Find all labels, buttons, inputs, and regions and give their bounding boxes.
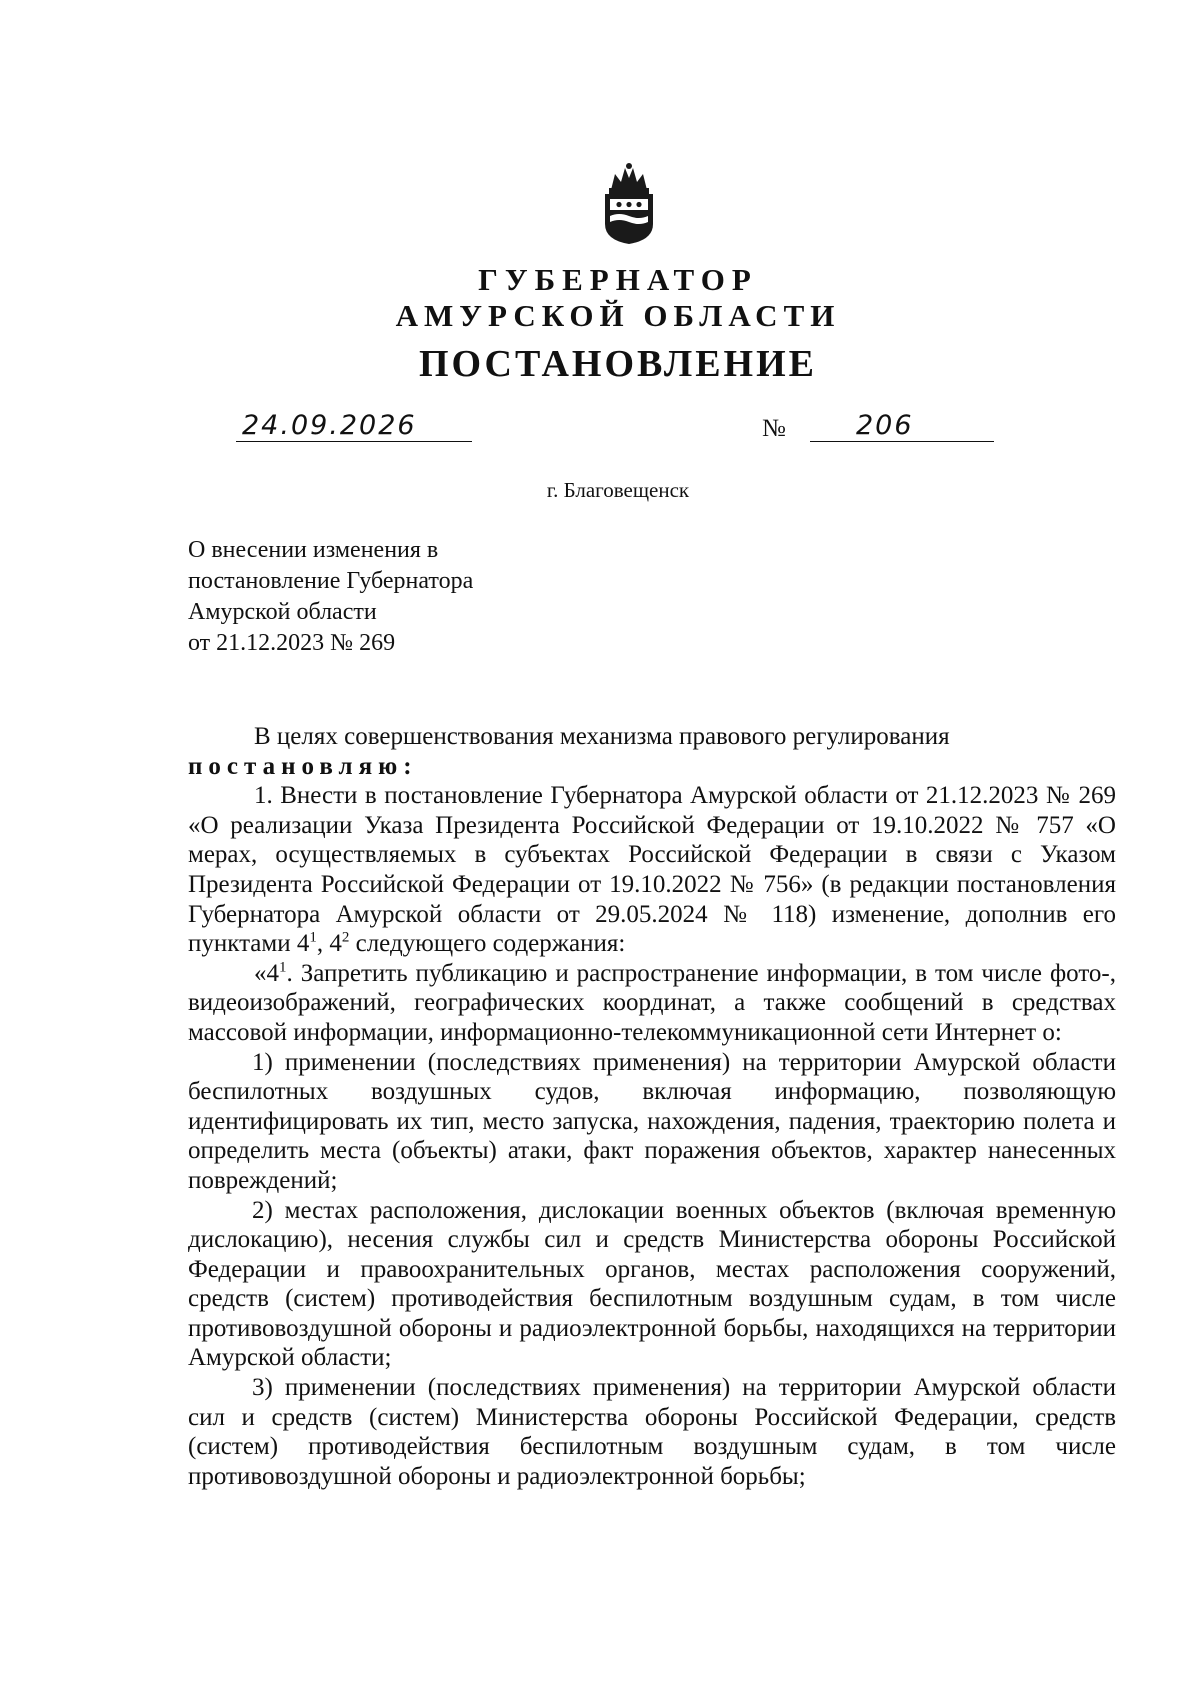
coat-of-arms-emblem (597, 160, 661, 244)
coat-of-arms-icon (597, 160, 661, 244)
authority-title: ГУБЕРНАТОР (478, 262, 758, 297)
number-label: № (762, 415, 786, 442)
point-4-1-paragraph (188, 959, 1116, 1048)
superscript: 1 (279, 959, 287, 976)
subject-line: О внесении изменения в (188, 537, 439, 563)
item-1-text: 1. Внести в постановление Губернатора Амурской области от 21.12.2023 № 269 «О реализации Указа Президента Российской Федерации от 19.10.2022 № 757 «О мерах, осуществляемых в субъектах Российской Федерации в связи с Указом Президента Российской Федерации от 19.10.2022 № 756» (в редакции постановления Губернатора Амурской области от 29.05.2024 № 118) изменение, дополнив его пунктами 4 (188, 782, 1116, 958)
document-subject (188, 535, 548, 659)
item-1-paragraph (188, 781, 1116, 959)
item-1-separator: , 4 (316, 930, 342, 958)
resolve-word: постановляю: (188, 752, 418, 780)
subject-line: Амурской области (188, 599, 377, 625)
region-title: АМУРСКОЙ ОБЛАСТИ (395, 298, 841, 333)
subpoint-3-paragraph: 3) применении (последствиях применения) на территории Амурской области сил и средств (систем) Министерства обороны Российской Федерации, средств (систем) противодействия беспилотным воздушным судам, в том числе противовоздушной обороны и радиоэлектронной борьбы; (188, 1374, 1116, 1490)
document-type: ПОСТАНОВЛЕНИЕ (418, 343, 818, 385)
point-4-1-text: . Запретить публикацию и распространение информации, в том числе фото-, видеоизображений, географических координат, а также сообщений в средствах массовой информации, информационно-телекоммуникационной сети Интернет о: (188, 959, 1116, 1046)
document-date: 24.09.2026 (236, 412, 472, 442)
point-4-1-open: «4 (254, 959, 279, 987)
document-number: 206 (810, 412, 994, 442)
document-body (188, 722, 1116, 1491)
item-1-ending: следующего содержания: (349, 930, 626, 958)
subpoint-1-paragraph: 1) применении (последствиях применения) на территории Амурской области беспилотных воздушных судов, включая информацию, позволяющую идентифицировать их тип, место запуска, нахождения, падения, траекторию полета и определить места (объекты) атаки, факт поражения объектов, характер нанесенных повреждений; (188, 1048, 1116, 1194)
superscript: 1 (309, 929, 317, 946)
subject-line: от 21.12.2023 № 269 (188, 630, 396, 656)
subject-line: постановление Губернатора (188, 568, 474, 594)
subpoint-2-paragraph: 2) местах расположения, дислокации военных объектов (включая временную дислокацию), несения службы сил и средств Министерства обороны Российской Федерации и правоохранительных органов, местах расположения сооружений, средств (систем) противодействия беспилотным воздушным судам, в том числе противовоздушной обороны и радиоэлектронной борьбы, находящихся на территории Амурской области; (188, 1196, 1116, 1372)
city-line: г. Благовещенск (546, 478, 690, 502)
superscript: 2 (341, 929, 350, 946)
preamble-paragraph: В целях совершенствования механизма правового регулирования (254, 723, 950, 750)
